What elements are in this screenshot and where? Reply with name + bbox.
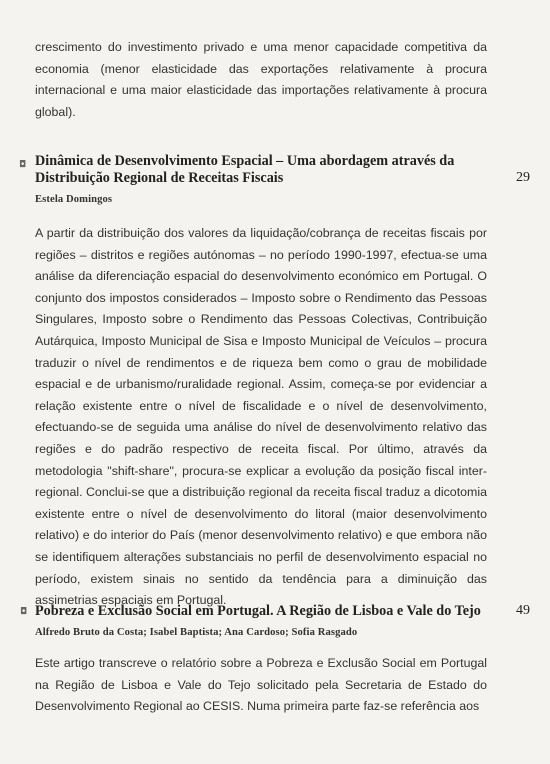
article-1-title: Dinâmica de Desenvolvimento Espacial – Uma abordagem através da Distribuição Regional de Receitas Fiscais [35, 153, 455, 186]
article-2-abstract: Este artigo transcreve o relatório sobre a Pobreza e Exclusão Social em Portugal na Região de Lisboa e Vale do Tejo solicitado pela Secretaria de Estado do Desenvolvimento Regional ao CESIS. Numa primeira parte faz-se referência aos [35, 656, 487, 714]
article-1-page-number: 29 [516, 170, 530, 185]
article-1-abstract: A partir da distribuição dos valores da liquidação/cobrança de receitas fiscais por regiões – distritos e regiões autónomas – no período 1990-1997, efectua-se uma análise da diferenciação espacial do desenvolvimento económico em Portugal. O conjunto dos impostos considerados – Imposto sobre o Rendimento das Pessoas Singulares, Imposto sobre o Rendimento das Pessoas Colectivas, Contribuição Autárquica, Imposto Municipal de Sisa e Imposto Municipal de Veículos – procura traduzir o nível de rendimentos e de riqueza bem como o grau de mobilidade espacial e de urbanismo/ruralidade regional. Assim, começa-se por evidenciar a relação existente entre o nível de fiscalidade e o nível de desenvolvimento, efectuando-se de seguida uma análise do nível de desenvolvimento relativo das regiões e do padrão respectivo de receita fiscal. Por último, através da metodologia "shift-share", procura-se explicar a evolução da posição fiscal inter-regional. Conclui-se que a distribuição regional da receita fiscal traduz a dicotomia existente entre o nível de desenvolvimento do litoral (maior desenvolvimento relativo) e do interior do País (menor desenvolvimento relativo) e que embora não se identifiquem alterações substanciais no perfil de desenvolvimento espacial no período, existem sinais no sentido da tendência para a diminuição das assimetrias espaciais em Portugal. [35, 226, 487, 608]
article-2-title: Pobreza e Exclusão Social em Portugal. A Região de Lisboa e Vale do Tejo [35, 603, 481, 619]
article-1-bullet-icon: ◘ [19, 160, 27, 170]
article-2-authors: Alfredo Bruto da Costa; Isabel Baptista; Ana Cardoso; Sofia Rasgado [35, 627, 358, 638]
article-2-bullet-icon: ◘ [20, 607, 28, 617]
article-2-page-number: 49 [516, 603, 530, 618]
article-1-authors: Estela Domingos [35, 194, 113, 205]
intro-paragraph: crescimento do investimento privado e uma menor capacidade competitiva da economia (menor elasticidade das exportações relativamente à procura internacional e uma maior elasticidade das importações relativamente à procura global). [35, 40, 487, 119]
